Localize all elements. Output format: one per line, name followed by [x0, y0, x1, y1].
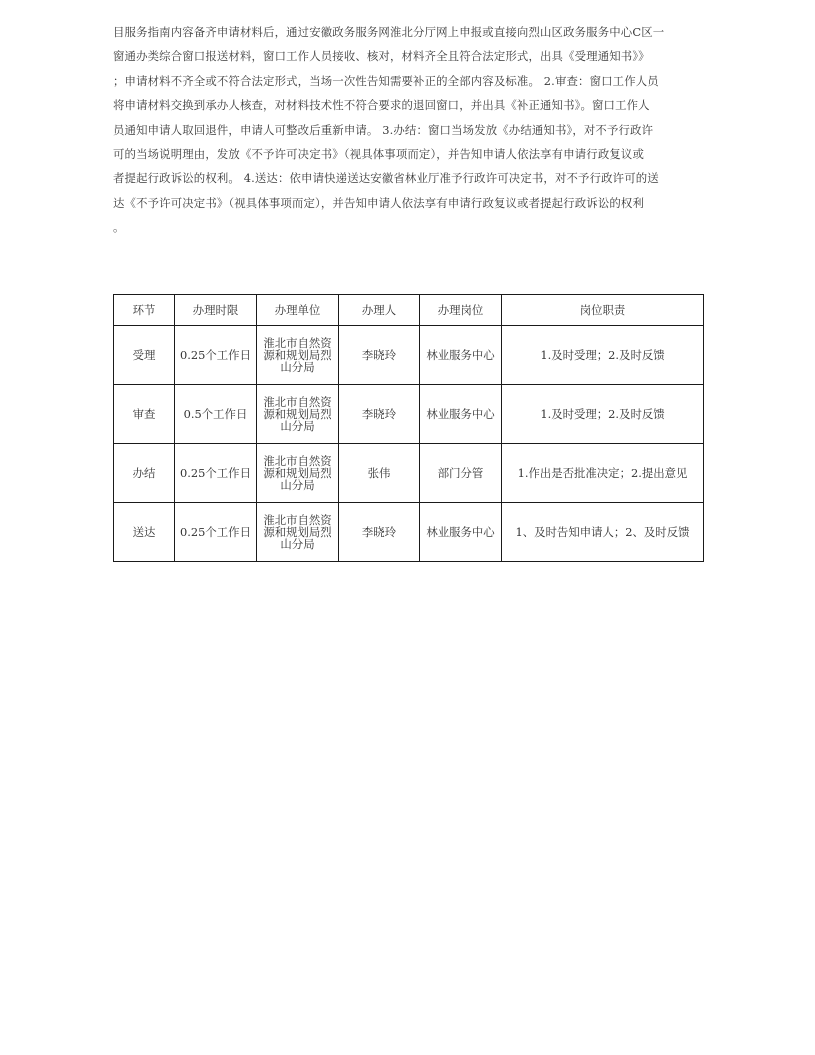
procedure-table	[113, 294, 704, 562]
paragraph-line: 达《不予许可决定书》（视具体事项而定），并告知申请人依法享有申请行政复议或者提起行政诉讼的权利	[113, 195, 645, 210]
paragraph-line: 。	[113, 220, 125, 235]
paragraph-line: 可的当场说明理由，发放《不予许可决定书》（视具体事项而定），并告知申请人依法享有申请行政复议或	[113, 146, 645, 161]
header-handler: 办理人	[339, 295, 420, 326]
cell-time-limit: 0.25个工作日	[175, 503, 257, 562]
cell-duty: 1、及时告知申请人；2、及时反馈	[502, 503, 704, 562]
table-row	[114, 444, 704, 503]
cell-duty: 1.作出是否批准决定；2.提出意见	[502, 444, 704, 503]
cell-stage: 送达	[114, 503, 175, 562]
cell-post: 林业服务中心	[420, 385, 502, 444]
cell-duty: 1.及时受理；2.及时反馈	[502, 326, 704, 385]
paragraph-line: 员通知申请人取回退件，申请人可整改后重新申请。 3.办结：窗口当场发放《办结通知书》，对不予行政许	[113, 122, 654, 137]
cell-unit: 淮北市自然资源和规划局烈山分局	[257, 326, 339, 385]
paragraph-line: 将申请材料交换到承办人核查，对材料技术性不符合要求的退回窗口，并出具《补正通知书》。窗口工作人	[113, 98, 650, 113]
cell-handler: 李晓玲	[339, 503, 420, 562]
cell-unit: 淮北市自然资源和规划局烈山分局	[257, 385, 339, 444]
paragraph-line: 者提起行政诉讼的权利。 4.送达：依申请快递送达安徽省林业厅准予行政许可决定书，对不予行政许可的送	[113, 171, 659, 186]
table-header-row	[114, 295, 704, 326]
cell-post: 林业服务中心	[420, 503, 502, 562]
cell-time-limit: 0.5个工作日	[175, 385, 257, 444]
cell-stage: 审查	[114, 385, 175, 444]
cell-stage: 受理	[114, 326, 175, 385]
paragraph-line: 窗通办类综合窗口报送材料，窗口工作人员接收、核对，材料齐全且符合法定形式，出具《受理通知书》》	[113, 49, 650, 64]
procedure-paragraph	[113, 20, 705, 240]
header-unit: 办理单位	[257, 295, 339, 326]
cell-post: 林业服务中心	[420, 326, 502, 385]
cell-unit: 淮北市自然资源和规划局烈山分局	[257, 444, 339, 503]
cell-time-limit: 0.25个工作日	[175, 326, 257, 385]
cell-duty: 1.及时受理；2.及时反馈	[502, 385, 704, 444]
cell-time-limit: 0.25个工作日	[175, 444, 257, 503]
header-post: 办理岗位	[420, 295, 502, 326]
table-row	[114, 503, 704, 562]
paragraph-line: ；申请材料不齐全或不符合法定形式，当场一次性告知需要补正的全部内容及标准。 2.审查：窗口工作人员	[113, 73, 659, 88]
paragraph-line: 目服务指南内容备齐申请材料后，通过安徽政务服务网淮北分厅网上申报或直接向烈山区政务服务中心C区一	[113, 25, 665, 39]
header-duty: 岗位职责	[502, 295, 704, 326]
table-row	[114, 385, 704, 444]
cell-stage: 办结	[114, 444, 175, 503]
header-time-limit: 办理时限	[175, 295, 257, 326]
cell-post: 部门分管	[420, 444, 502, 503]
cell-handler: 李晓玲	[339, 326, 420, 385]
cell-handler: 张伟	[339, 444, 420, 503]
header-stage: 环节	[114, 295, 175, 326]
table-row	[114, 326, 704, 385]
cell-unit: 淮北市自然资源和规划局烈山分局	[257, 503, 339, 562]
cell-handler: 李晓玲	[339, 385, 420, 444]
